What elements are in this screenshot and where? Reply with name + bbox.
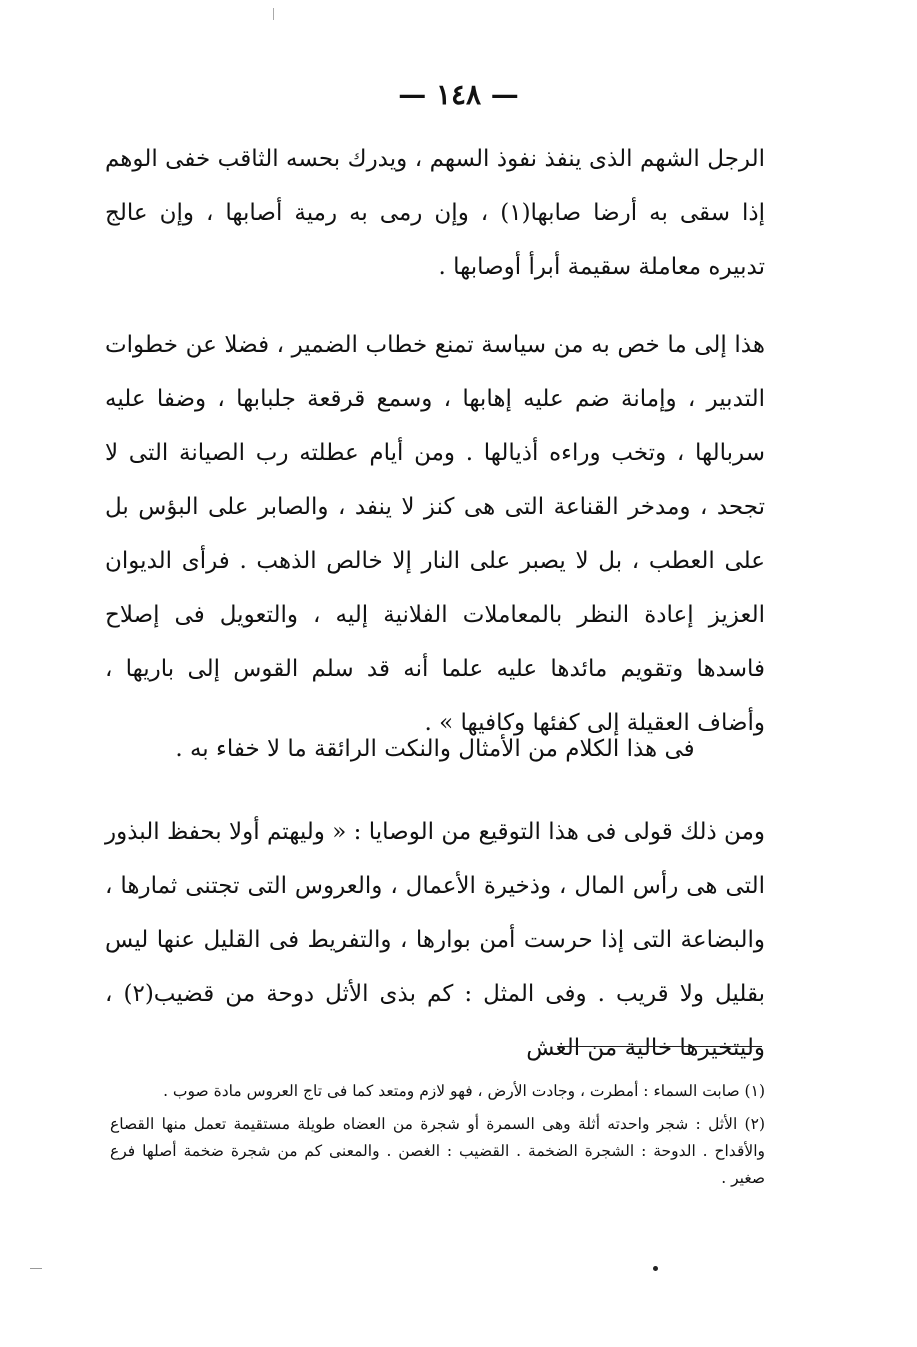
footnote-separator xyxy=(557,1046,762,1047)
scan-mark xyxy=(273,8,274,20)
scan-edge-mark xyxy=(30,1268,42,1269)
footnote-2: (٢) الأثل : شجر واحدته أثلة وهى السمرة أو شجرة من العضاه طويلة مستقيمة تعمل منها القصاع والأقداح . الدوحة : الشجرة الضخمة . القضيب : الغصن . والمعنى كم من شجرة ضخمة أصلها فرع صغير . xyxy=(110,1115,765,1187)
paragraph-1: الرجل الشهم الذى ينفذ نفوذ السهم ، ويدرك بحسه الثاقب خفى الوهم إذا سقى به أرضا صابها(١) ، وإن رمى به رمية أصابها ، وإن عالج تدبيره معاملة سقيمة أبرأ أوصابها . xyxy=(105,146,765,280)
footnotes xyxy=(110,1078,765,1198)
paragraph-3: فى هذا الكلام من الأمثال والنكت الرائقة ما لا خفاء به . xyxy=(175,736,695,762)
page-number: — ١٤٨ — xyxy=(398,78,519,111)
scan-dot xyxy=(653,1266,658,1271)
footnote-1: (١) صابت السماء : أمطرت ، وجادت الأرض ، فهو لازم ومتعد كما فى تاج العروس مادة صوب . xyxy=(163,1082,765,1100)
paragraph-2: هذا إلى ما خص به من سياسة تمنع خطاب الضمير ، فضلا عن خطوات التدبير ، وإمانة ضم عليه إهابها ، وسمع قرقعة جلبابها ، وضفا عليه سربالها ، وتخب وراءه أذيالها . ومن أيام عطلته رب الصيانة التى لا تجحد ، ومدخر القناعة التى هى كنز لا ينفد ، والصابر على البؤس بل على العطب ، بل لا يصبر على النار إلا خالص الذهب . فرأى الديوان العزيز إعادة النظر بالمعاملات الفلانية إليه ، والتعويل فى إصلاح فاسدها وتقويم مائدها عليه علما أنه قد سلم القوس إلى باريها ، وأضاف العقيلة إلى كفئها وكافيها » . xyxy=(105,332,765,736)
paragraph-4: ومن ذلك قولى فى هذا التوقيع من الوصايا : « وليهتم أولا بحفظ البذور التى هى رأس المال ، وذخيرة الأعمال ، والعروس التى تجتنى ثمارها ، والبضاعة التى إذا حرست أمن بوارها ، والتفريط فى القليل عنها ليس بقليل ولا قريب . وفى المثل : كم بذى الأثل دوحة من قضيب(٢) ، وليتخيرها خالية من الغش xyxy=(105,819,765,1061)
